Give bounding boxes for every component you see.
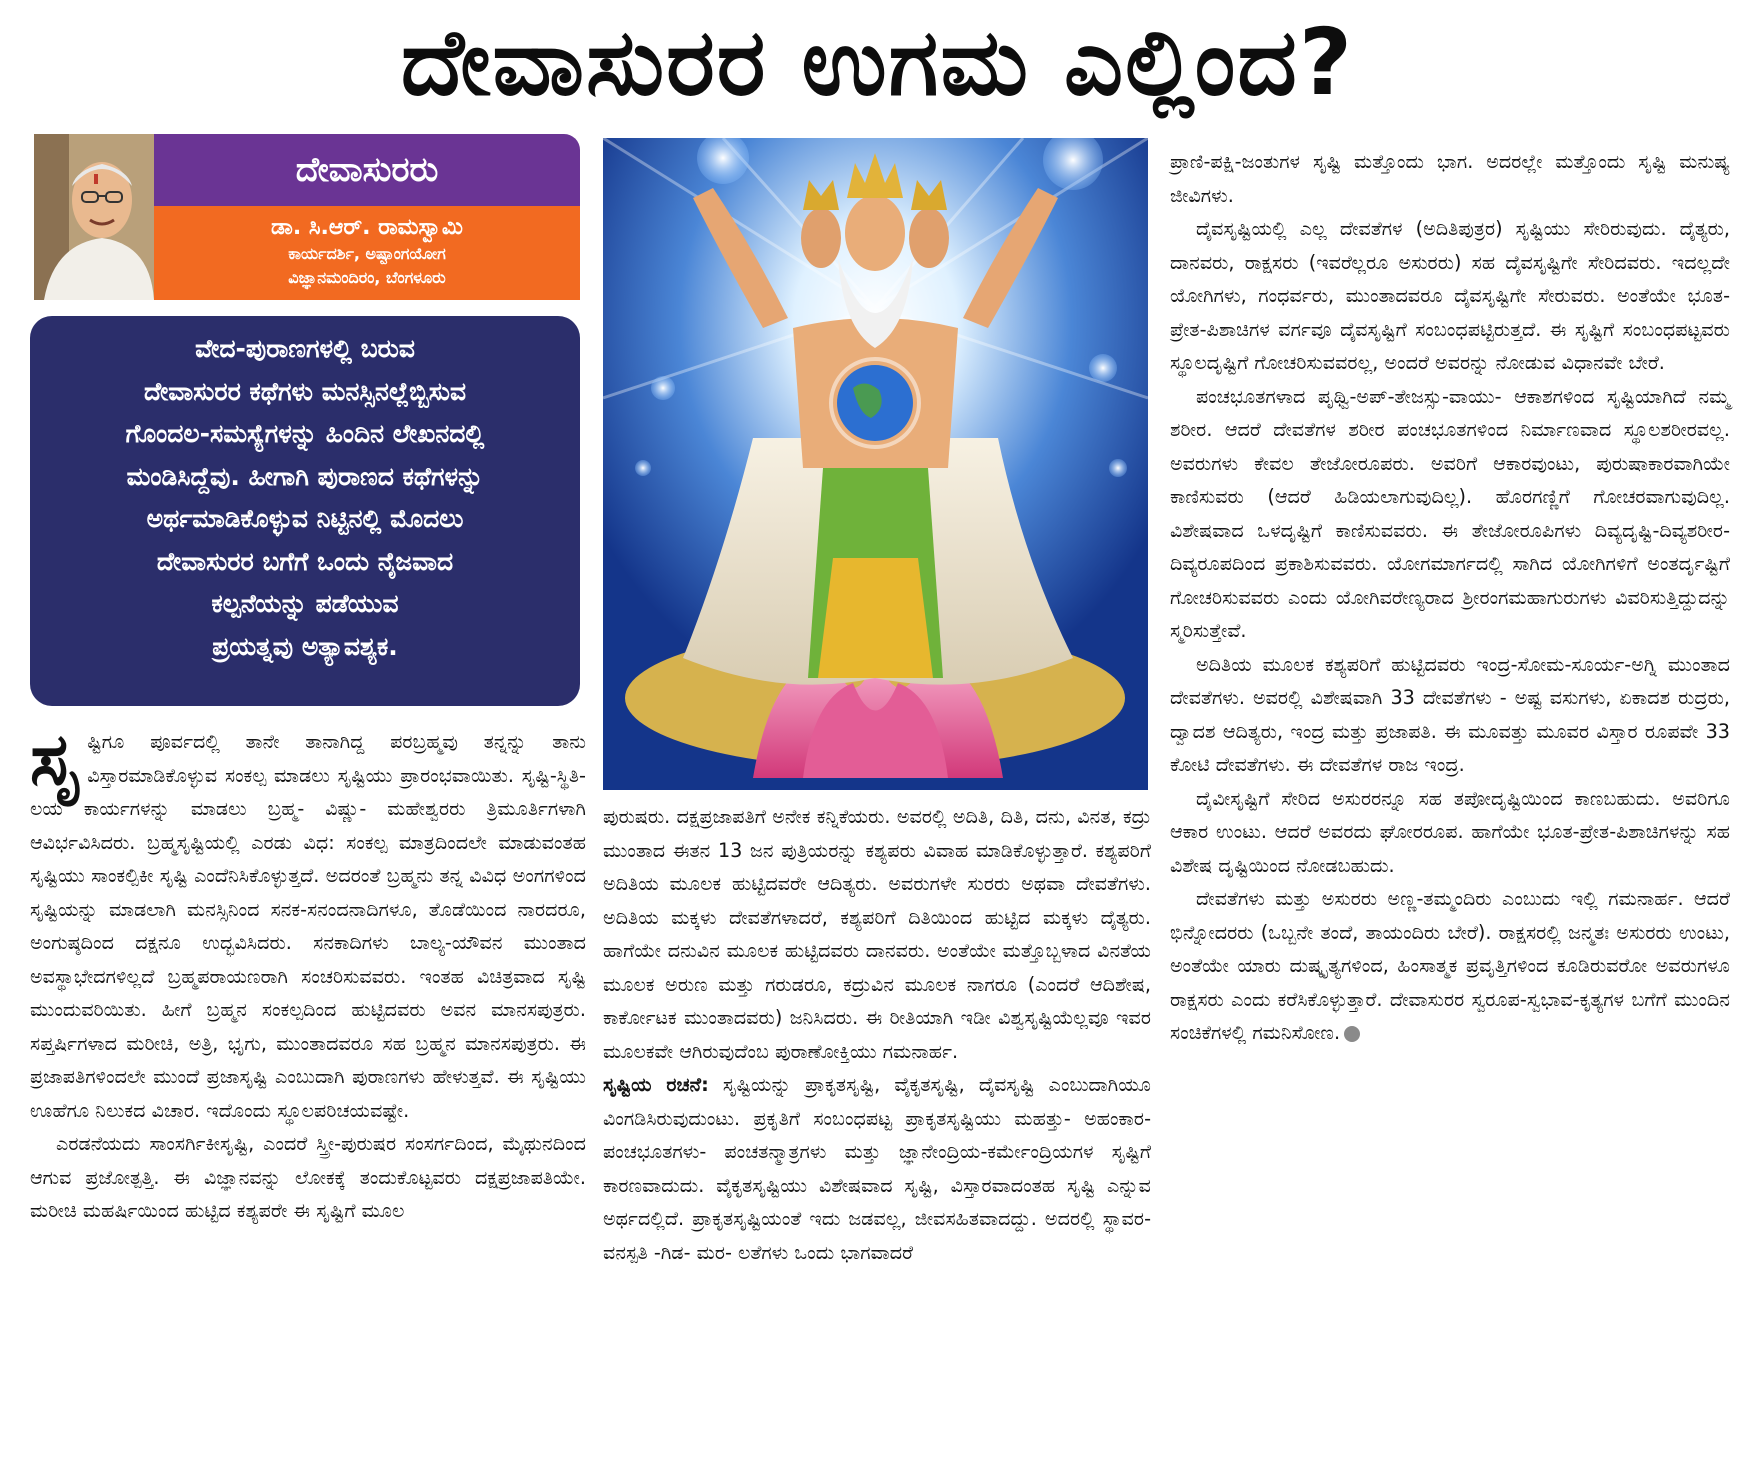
section-subhead: ಸೃಷ್ಟಿಯ ರಚನೆ: <box>603 1073 709 1096</box>
byline-box <box>34 134 580 300</box>
paragraph <box>1170 882 1730 1050</box>
author-photo <box>34 134 154 300</box>
intro-box <box>30 316 580 706</box>
drop-cap: ಸೃ <box>30 717 82 801</box>
intro-line: ಅರ್ಥಮಾಡಿಕೊಳ್ಳುವ ನಿಟ್ಟಿನಲ್ಲಿ ಮೊದಲು <box>146 504 464 533</box>
intro-line: ವೇದ-ಪುರಾಣಗಳಲ್ಲಿ ಬರುವ <box>195 334 415 363</box>
paragraph: ಪಂಚಭೂತಗಳಾದ ಪೃಥ್ವಿ-ಅಪ್-ತೇಜಸ್ಸು-ವಾಯು- ಆಕಾಶಗಳಿಂದ ಸೃಷ್ಟಿಯಾಗಿದೆ ನಮ್ಮ ಶರೀರ. ಆದರೆ ದೇವತೆಗಳ ಶರೀರ ಪಂಚಭೂತಗಳಿಂದ ನಿರ್ಮಾಣವಾದ ಸ್ಥೂಲಶರೀರವಲ್ಲ. ಅವರುಗಳು ಕೇವಲ ತೇಜೋರೂಪರು. ಅವರಿಗೆ ಆಕಾರವುಂಟು, ಪುರುಷಾಕಾರವಾಗಿಯೇ ಕಾಣಿಸುವರು (ಆದರೆ ಹಿಡಿಯಲಾಗುವುದಿಲ್ಲ). ಹೊರಗಣ್ಣಿಗೆ ಗೋಚರವಾಗುವುದಿಲ್ಲ. ವಿಶೇಷವಾದ ಒಳದೃಷ್ಟಿಗೆ ಕಾಣಿಸುವವರು. ಈ ತೇಜೋರೂಪಿಗಳು ದಿವ್ಯದೃಷ್ಟಿ-ದಿವ್ಯಶರೀರ-ದಿವ್ಯರೂಪದಿಂದ ಪ್ರಕಾಶಿಸುವವರು. ಯೋಗಮಾರ್ಗದಲ್ಲಿ ಸಾಗಿದ ಯೋಗಿಗಳಿಗೆ ಅಂತರ್ದೃಷ್ಟಿಗೆ ಗೋಚರಿಸುವವರು ಎಂದು ಯೋಗಿವರೇಣ್ಯರಾದ ಶ್ರೀರಂಗಮಹಾಗುರುಗಳು ವಿವರಿಸುತ್ತಿದ್ದುದನ್ನು ಸ್ಮರಿಸುತ್ತೇವೆ. <box>1170 384 1730 642</box>
paragraph-text: ಸೃಷ್ಟಿಯನ್ನು ಪ್ರಾಕೃತಸೃಷ್ಟಿ, ವೈಕೃತಸೃಷ್ಟಿ, ದೈವಸೃಷ್ಟಿ ಎಂಬುದಾಗಿಯೂ ವಿಂಗಡಿಸಿರುವುದುಂಟು. ಪ್ರಕೃತಿಗೆ ಸಂಬಂಧಪಟ್ಟ ಪ್ರಾಕೃತಸೃಷ್ಟಿಯು ಮಹತ್ತು- ಅಹಂಕಾರ- ಪಂಚಭೂತಗಳು- ಪಂಚತನ್ಮಾತ್ರಗಳು ಮತ್ತು ಜ್ಞಾನೇಂದ್ರಿಯ-ಕರ್ಮೇಂದ್ರಿಯಗಳ ಸೃಷ್ಟಿಗೆ ಕಾರಣವಾದುದು. ವೈಕೃತಸೃಷ್ಟಿಯು ವಿಶೇಷವಾದ ಸೃಷ್ಟಿ, ವಿಸ್ತಾರವಾದಂತಹ ಸೃಷ್ಟಿ ಎನ್ನುವ ಅರ್ಥದಲ್ಲಿದೆ. ಪ್ರಾಕೃತಸೃಷ್ಟಿಯಂತೆ ಇದು ಜಡವಲ್ಲ, ಜೀವಸಹಿತವಾದದ್ದು. ಅದರಲ್ಲಿ ಸ್ಥಾವರ-ವನಸ್ಪತಿ -ಗಿಡ- ಮರ- ಲತೆಗಳು ಒಂದು ಭಾಗವಾದರೆ <box>603 1073 1152 1264</box>
paragraph: ದೈವಸೃಷ್ಟಿಯಲ್ಲಿ ಎಲ್ಲ ದೇವತೆಗಳ (ಅದಿತಿಪುತ್ರರ) ಸೃಷ್ಟಿಯು ಸೇರಿರುವುದು. ದೈತ್ಯರು, ದಾನವರು, ರಾಕ್ಷಸರು (ಇವರೆಲ್ಲರೂ ಅಸುರರು) ಸಹ ದೈವಸೃಷ್ಟಿಗೇ ಸೇರಿದವರು. ಇದಲ್ಲದೇ ಯೋಗಿಗಳು, ಗಂಧರ್ವರು, ಮುಂತಾದವರೂ ದೈವಸೃಷ್ಟಿಗೇ ಸೇರುವರು. ಅಂತೆಯೇ ಭೂತ-ಪ್ರೇತ-ಪಿಶಾಚಿಗಳ ವರ್ಗವೂ ದೈವಸೃಷ್ಟಿಗೆ ಸಂಬಂಧಪಟ್ಟಿರುತ್ತದೆ. ಈ ಸೃಷ್ಟಿಗೆ ಸಂಬಂಧಪಟ್ಟವರು ಸ್ಥೂಲದೃಷ್ಟಿಗೆ ಗೋಚರಿಸುವವರಲ್ಲ, ಅಂದರೆ ಅವರನ್ನು ನೋಡುವ ವಿಧಾನವೇ ಬೇರೆ. <box>1170 217 1730 374</box>
author-role-line1: ಕಾರ್ಯದರ್ಶಿ, ಅಷ್ಟಾಂಗಯೋಗ <box>288 244 446 263</box>
author-role-line2: ವಿಜ್ಞಾನಮಂದಿರಂ, ಬೆಂಗಳೂರು <box>288 268 446 287</box>
intro-line: ದೇವಾಸುರರ ಕಥೆಗಳು ಮನಸ್ಸಿನಲ್ಲೆಬ್ಬಿಸುವ <box>143 376 467 406</box>
intro-line: ಪ್ರಯತ್ನವು ಅತ್ಯಾವಶ್ಯಕ. <box>212 631 398 661</box>
article-column-2 <box>603 800 1151 1269</box>
intro-line: ದೇವಾಸುರರ ಬಗೆಗೆ ಒಂದು ನೈಜವಾದ <box>156 546 454 576</box>
intro-line: ಗೊಂದಲ-ಸಮಸ್ಯೆಗಳನ್ನು ಹಿಂದಿನ ಲೇಖನದಲ್ಲಿ <box>125 419 485 448</box>
paragraph: ಪ್ರಾಣಿ-ಪಕ್ಷಿ-ಜಂತುಗಳ ಸೃಷ್ಟಿ ಮತ್ತೊಂದು ಭಾಗ. ಅದರಲ್ಲೇ ಮತ್ತೊಂದು ಸೃಷ್ಟಿ ಮನುಷ್ಯ ಜೀವಿಗಳು. <box>1170 150 1730 207</box>
paragraph-text: ದೇವತೆಗಳು ಮತ್ತು ಅಸುರರು ಅಣ್ಣ-ತಮ್ಮಂದಿರು ಎಂಬುದು ಇಲ್ಲಿ ಗಮನಾರ್ಹ. ಆದರೆ ಭಿನ್ನೋದರರು (ಒಬ್ಬನೇ ತಂದೆ, ತಾಯಂದಿರು ಬೇರೆ). ರಾಕ್ಷಸರಲ್ಲಿ ಜನ್ಮತಃ ಅಸುರರು ಉಂಟು, ಅಂತೆಯೇ ಯಾರು ದುಷ್ಕೃತ್ಯಗಳಿಂದ, ಹಿಂಸಾತ್ಮಕ ಪ್ರವೃತ್ತಿಗಳಿಂದ ಕೂಡಿರುವರೋ ಅವರುಗಳೂ ರಾಕ್ಷಸರು ಎಂದು ಕರೆಸಿಕೊಳ್ಳುತ್ತಾರೆ. ದೇವಾಸುರರ ಸ್ವರೂಪ-ಸ್ವಭಾವ-ಕೃತ್ಯಗಳ ಬಗೆಗೆ ಮುಂದಿನ ಸಂಚಿಕೆಗಳಲ್ಲಿ ಗಮನಿಸೋಣ. <box>1170 887 1730 1044</box>
intro-line: ಕಲ್ಪನೆಯನ್ನು ಪಡೆಯುವ <box>211 589 399 618</box>
headline: ದೇವಾಸುರರ ಉಗಮ ಎಲ್ಲಿಂದ? <box>400 9 1355 116</box>
intro-line: ಮಂಡಿಸಿದ್ದೆವು. ಹೀಗಾಗಿ ಪುರಾಣದ ಕಥೆಗಳನ್ನು <box>126 461 484 491</box>
hero-illustration <box>603 138 1148 790</box>
end-of-article-icon <box>1344 1026 1360 1042</box>
paragraph: ಎರಡನೆಯದು ಸಾಂಸರ್ಗಿಕೀಸೃಷ್ಟಿ, ಎಂದರೆ ಸ್ತ್ರೀ-ಪುರುಷರ ಸಂಸರ್ಗದಿಂದ, ಮೈಥುನದಿಂದ ಆಗುವ ಪ್ರಜೋತ್ಪತ್ತಿ. ಈ ವಿಜ್ಞಾನವನ್ನು ಲೋಕಕ್ಕೆ ತಂದುಕೊಟ್ಟವರು ದಕ್ಷಪ್ರಜಾಪತಿಯೇ. ಮರೀಚಿ ಮಹರ್ಷಿಯಿಂದ ಹುಟ್ಟಿದ ಕಶ್ಯಪರೇ ಈ ಸೃಷ್ಟಿಗೆ ಮೂಲ <box>30 1132 586 1222</box>
paragraph: ಅದಿತಿಯ ಮೂಲಕ ಕಶ್ಯಪರಿಗೆ ಹುಟ್ಟಿದವರು ಇಂದ್ರ-ಸೋಮ-ಸೂರ್ಯ-ಅಗ್ನಿ ಮುಂತಾದ ದೇವತೆಗಳು. ಅವರಲ್ಲಿ ವಿಶೇಷವಾಗಿ 33 ದೇವತೆಗಳು - ಅಷ್ಟ ವಸುಗಳು, ಏಕಾದಶ ರುದ್ರರು, ದ್ವಾದಶ ಆದಿತ್ಯರು, ಇಂದ್ರ ಮತ್ತು ಪ್ರಜಾಪತಿ. ಈ ಮೂವತ್ತು ಮೂವರ ವಿಸ್ತಾರ ರೂಪವೇ 33 ಕೋಟಿ ದೇವತೆಗಳು. ಈ ದೇವತೆಗಳ ರಾಜ ಇಂದ್ರ. <box>1170 652 1730 776</box>
paragraph: ಪುರುಷರು. ದಕ್ಷಪ್ರಜಾಪತಿಗೆ ಅನೇಕ ಕನ್ನಿಕೆಯರು. ಅವರಲ್ಲಿ ಅದಿತಿ, ದಿತಿ, ದನು, ವಿನತ, ಕದ್ರು ಮುಂತಾದ ಈತನ 13 ಜನ ಪುತ್ರಿಯರನ್ನು ಕಶ್ಯಪರು ವಿವಾಹ ಮಾಡಿಕೊಳ್ಳುತ್ತಾರೆ. ಕಶ್ಯಪರಿಗೆ ಅದಿತಿಯ ಮೂಲಕ ಹುಟ್ಟಿದವರೇ ಆದಿತ್ಯರು. ಅವರುಗಳೇ ಸುರರು ಅಥವಾ ದೇವತೆಗಳು. ಅದಿತಿಯ ಮಕ್ಕಳು ದೇವತೆಗಳಾದರೆ, ಕಶ್ಯಪರಿಗೆ ದಿತಿಯಿಂದ ಹುಟ್ಟಿದ ಮಕ್ಕಳು ದೈತ್ಯರು. ಹಾಗೆಯೇ ದನುವಿನ ಮೂಲಕ ಹುಟ್ಟಿದವರು ದಾನವರು. ಅಂತೆಯೇ ಮತ್ತೊಬ್ಬಳಾದ ವಿನತೆಯ ಮೂಲಕ ಅರುಣ ಮತ್ತು ಗರುಡರೂ, ಕದ್ರುವಿನ ಮೂಲಕ ನಾಗರೂ (ಎಂದರೆ ಆದಿಶೇಷ, ಕಾರ್ಕೋಟಕ ಮುಂತಾದವರು) ಜನಿಸಿದರು. ಈ ರೀತಿಯಾಗಿ ಇಡೀ ವಿಶ್ವಸೃಷ್ಟಿಯೆಲ್ಲವೂ ಇವರ ಮೂಲಕವೇ ಆಗಿರುವುದೆಂಬ ಪುರಾಣೋಕ್ತಿಯು ಗಮನಾರ್ಹ. <box>603 805 1151 1063</box>
series-title: ದೇವಾಸುರರು <box>154 134 580 206</box>
paragraph <box>30 717 586 1127</box>
paragraph <box>603 1068 1151 1269</box>
article-column-3 <box>1170 145 1730 1050</box>
author-band <box>154 206 580 300</box>
article-column-1 <box>30 717 586 1228</box>
paragraph: ದೈವೀಸೃಷ್ಟಿಗೆ ಸೇರಿದ ಅಸುರರನ್ನೂ ಸಹ ತಪೋದೃಷ್ಟಿಯಿಂದ ಕಾಣಬಹುದು. ಅವರಿಗೂ ಆಕಾರ ಉಂಟು. ಆದರೆ ಅವರದು ಘೋರರೂಪ. ಹಾಗೆಯೇ ಭೂತ-ಪ್ರೇತ-ಪಿಶಾಚಿಗಳನ್ನು ಸಹ ವಿಶೇಷ ದೃಷ್ಟಿಯಿಂದ ನೋಡಬಹುದು. <box>1170 786 1730 877</box>
paragraph-text: ಷ್ಟಿಗೂ ಪೂರ್ವದಲ್ಲಿ ತಾನೇ ತಾನಾಗಿದ್ದ ಪರಬ್ರಹ್ಮವು ತನ್ನನ್ನು ತಾನು ವಿಸ್ತಾರಮಾಡಿಕೊಳ್ಳುವ ಸಂಕಲ್ಪ ಮಾಡಲು ಸೃಷ್ಟಿಯು ಪ್ರಾರಂಭವಾಯಿತು. ಸೃಷ್ಟಿ-ಸ್ಥಿತಿ- ಲಯ ಕಾರ್ಯಗಳನ್ನು ಮಾಡಲು ಬ್ರಹ್ಮ- ವಿಷ್ಣು- ಮಹೇಶ್ವರರು ತ್ರಿಮೂರ್ತಿಗಳಾಗಿ ಆವಿರ್ಭವಿಸಿದರು. ಬ್ರಹ್ಮಸೃಷ್ಟಿಯಲ್ಲಿ ಎರಡು ವಿಧ: ಸಂಕಲ್ಪ ಮಾತ್ರದಿಂದಲೇ ಮಾಡುವಂತಹ ಸೃಷ್ಟಿಯು ಸಾಂಕಲ್ಪಿಕೀ ಸೃಷ್ಟಿ ಎಂದೆನಿಸಿಕೊಳ್ಳುತ್ತದೆ. ಅದರಂತೆ ಬ್ರಹ್ಮನು ತನ್ನ ವಿವಿಧ ಅಂಗಗಳಿಂದ ಸೃಷ್ಟಿಯನ್ನು ಮಾಡಲಾಗಿ ಮನಸ್ಸಿನಿಂದ ಸನಕ-ಸನಂದನಾದಿಗಳೂ, ತೊಡೆಯಿಂದ ನಾರದರೂ, ಅಂಗುಷ್ಠದಿಂದ ದಕ್ಷನೂ ಉದ್ಭವಿಸಿದರು. ಸನಕಾದಿಗಳು ಬಾಲ್ಯ-ಯೌವನ ಮುಂತಾದ ಅವಸ್ಥಾಭೇದಗಳಿಲ್ಲದೆ ಬ್ರಹ್ಮಪರಾಯಣರಾಗಿ ಸಂಚರಿಸುವವರು. ಇಂತಹ ವಿಚಿತ್ರವಾದ ಸೃಷ್ಟಿ ಮುಂದುವರಿಯಿತು. ಹೀಗೆ ಬ್ರಹ್ಮನ ಸಂಕಲ್ಪದಿಂದ ಹುಟ್ಟಿದವರು ಅವನ ಮಾನಸಪುತ್ರರು. ಸಪ್ತರ್ಷಿಗಳಾದ ಮರೀಚಿ, ಅತ್ರಿ, ಭೃಗು, ಮುಂತಾದವರೂ ಸಹ ಬ್ರಹ್ಮನ ಮಾನಸಪುತ್ರರು. ಈ ಪ್ರಜಾಪತಿಗಳಿಂದಲೇ ಮುಂದೆ ಪ್ರಜಾಸೃಷ್ಟಿ ಎಂಬುದಾಗಿ ಪುರಾಣಗಳು ಹೇಳುತ್ತವೆ. ಈ ಸೃಷ್ಟಿಯು ಊಹೆಗೂ ನಿಲುಕದ ವಿಚಾರ. ಇದೊಂದು ಸ್ಥೂಲಪರಿಚಯವಷ್ಟೇ. <box>30 730 586 1122</box>
author-name: ಡಾ. ಸಿ.ಆರ್. ರಾಮಸ್ವಾಮಿ <box>271 215 463 240</box>
